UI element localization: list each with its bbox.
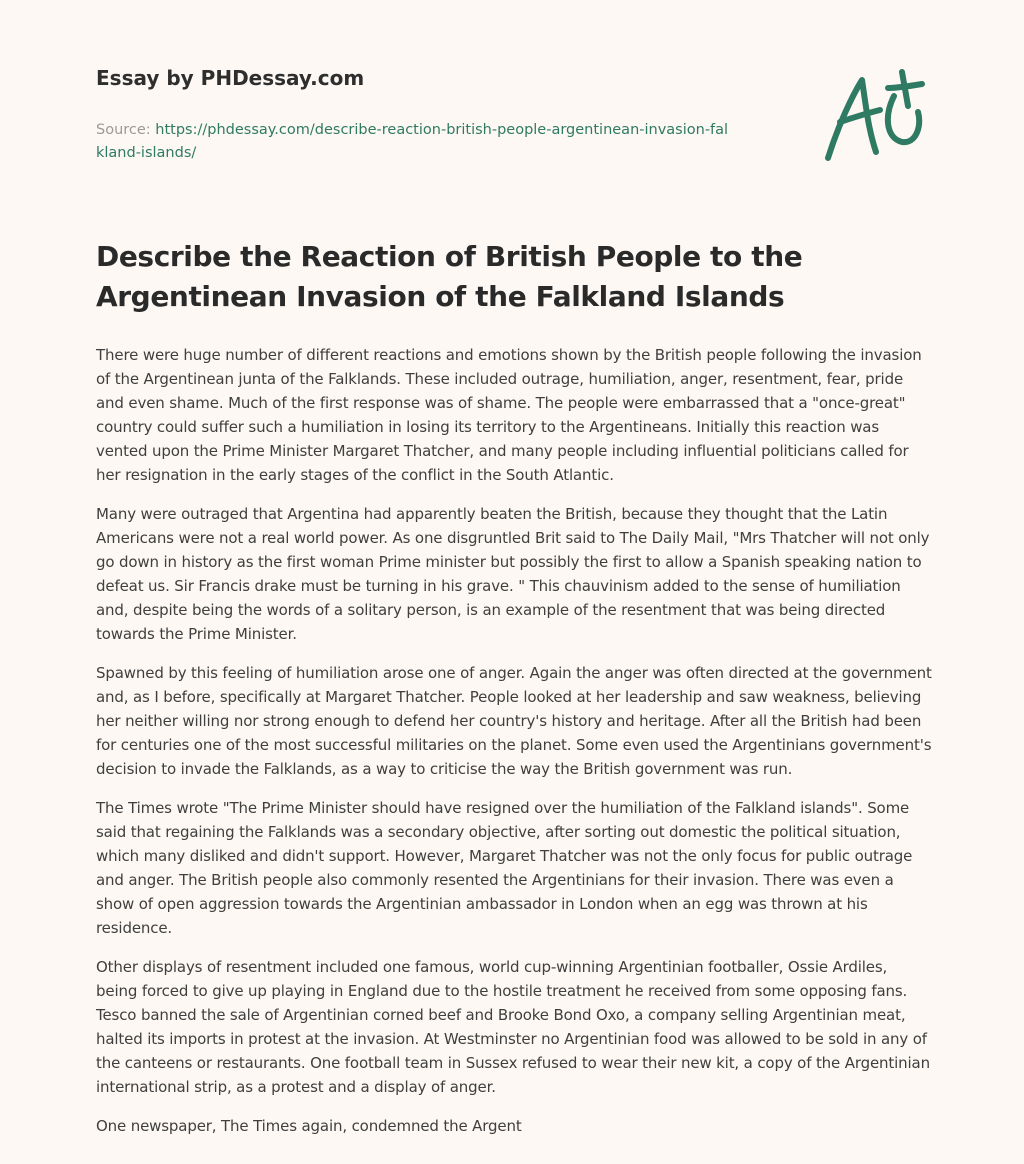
essay-paragraph: Other displays of resentment included one famous, world cup-winning Argentinian footballer, Ossie Ardiles, being forced to give up playing in England due to the hostile treatment he received from some opposing fans. Tesco banned the sale of Argentinian corned beef and Brooke Bond Oxo, a company selling Argentinian meat, halted its imports in protest at the invasion. At Westminster no Argentinian food was allowed to be sold in any of the canteens or restaurants. One football team in Sussex refused to wear their new kit, a copy of the Argentinian international strip, as a protest and a display of anger. [96, 958, 930, 1096]
essay-paragraph: The Times wrote "The Prime Minister should have resigned over the humiliation of the Falkland islands". Some said that regaining the Falklands was a secondary objective, after sorting out domestic the political situation, which many disliked and didn't support. However, Margaret Thatcher was not the only focus for public outrage and anger. The British people also commonly resented the Argentinians for their invasion. There was even a show of open aggression towards the Argentinian ambassador in London when an egg was thrown at his residence. [96, 799, 913, 937]
essay-body [96, 343, 932, 1138]
essay-title: Describe the Reaction of British People to the Argentinean Invasion of the Falkland Islands [96, 240, 803, 313]
essay-paragraph: There were huge number of different reactions and emotions shown by the British people following the invasion of the Argentinean junta of the Falklands. These included outrage, humiliation, anger, resentment, fear, pride and even shame. Much of the first response was of shame. The people were embarrassed that a "once-great" country could suffer such a humiliation in losing its territory to the Argentineans. Initially this reaction was vented upon the Prime Minister Margaret Thatcher, and many people including influential politicians called for her resignation in the early stages of the conflict in the South Atlantic. [96, 346, 922, 484]
source-line [96, 119, 736, 165]
essay-paragraph: Spawned by this feeling of humiliation arose one of anger. Again the anger was often directed at the government and, as I before, specifically at Margaret Thatcher. People looked at her leadership and saw weakness, believing her neither willing nor strong enough to defend her country's history and heritage. After all the British had been for centuries one of the most successful militaries on the planet. Some even used the Argentinians government's decision to invade the Falklands, as a way to criticise the way the British government was run. [96, 664, 932, 778]
source-link[interactable]: https://phdessay.com/describe-reaction-british-people-argentinean-invasion-falkland-islands/ [96, 122, 729, 161]
a-plus-logo-icon [818, 66, 930, 166]
essay-paragraph-truncated: One newspaper, The Times again, condemned the Argent [96, 1117, 522, 1135]
source-label: Source: [96, 122, 156, 138]
essay-paragraph: Many were outraged that Argentina had apparently beaten the British, because they thought that the Latin Americans were not a real world power. As one disgruntled Brit said to The Daily Mail, "Mrs Thatcher will not only go down in history as the first woman Prime minister but possibly the first to allow a Spanish speaking nation to defeat us. Sir Francis drake must be turning in his grave. " This chauvinism added to the sense of humiliation and, despite being the words of a solitary person, is an example of the resentment that was being directed towards the Prime Minister. [96, 505, 930, 643]
site-brand: Essay by PHDessay.com [96, 66, 365, 90]
